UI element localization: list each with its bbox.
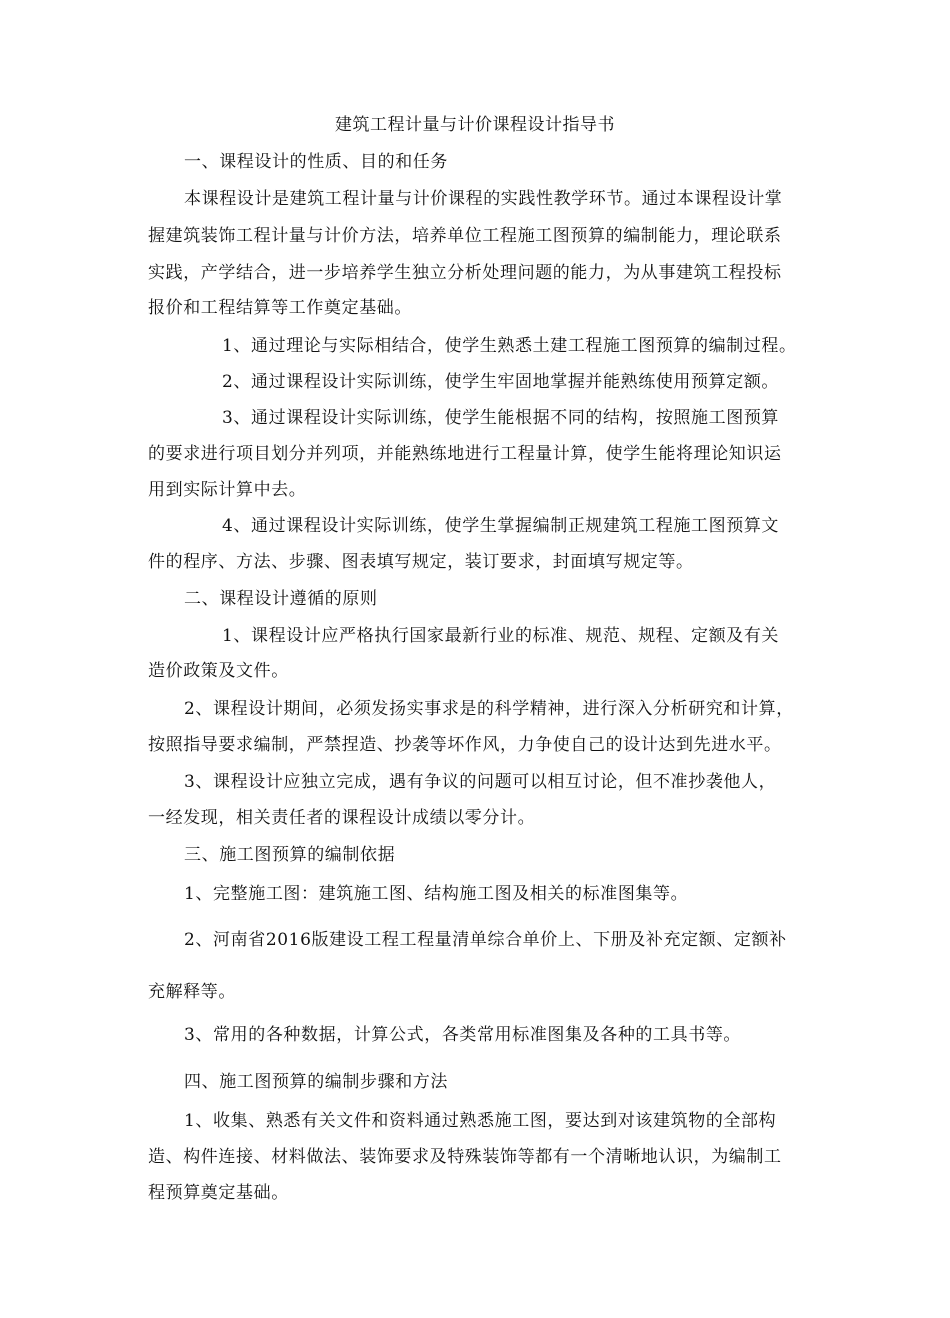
section4-item1-line1: 1、收集、熟悉有关文件和资料通过熟悉施工图，要达到对该建筑物的全部构 [184, 1111, 777, 1131]
section1-intro-line4: 报价和工程结算等工作奠定基础。 [148, 298, 412, 318]
section1-intro-line2: 握建筑装饰工程计量与计价方法，培养单位工程施工图预算的编制能力，理论联系 [148, 226, 782, 246]
section2-item3-line2: 一经发现，相关责任者的课程设计成绩以零分计。 [148, 808, 536, 828]
section2-item2-line1: 2、课程设计期间，必须发扬实事求是的科学精神，进行深入分析研究和计算， [184, 699, 794, 719]
section2-item2-line2: 按照指导要求编制，严禁捏造、抄袭等坏作风，力争使自己的设计达到先进水平。 [148, 735, 782, 755]
document-title: 建筑工程计量与计价课程设计指导书 [335, 115, 615, 135]
section2-item3-line1: 3、课程设计应独立完成，遇有争议的问题可以相互讨论，但不准抄袭他人， [184, 772, 777, 792]
section1-item3-line1: 3、通过课程设计实际训练，使学生能根据不同的结构，按照施工图预算 [222, 408, 780, 428]
section1-item1-line1: 1、通过理论与实际相结合，使学生熟悉土建工程施工图预算的编制过程。 [222, 336, 797, 356]
section3-item2-line2: 充解释等。 [148, 982, 236, 1002]
section1-item4-line1: 4、通过课程设计实际训练，使学生掌握编制正规建筑工程施工图预算文 [222, 516, 780, 536]
section2-item1-line2: 造价政策及文件。 [148, 661, 289, 681]
section3-item1-line1: 1、完整施工图：建筑施工图、结构施工图及相关的标准图集等。 [184, 884, 689, 904]
section4-item1-line2: 造、构件连接、材料做法、装饰要求及特殊装饰等都有一个清晰地认识，为编制工 [148, 1147, 782, 1167]
section1-intro-line3: 实践，产学结合，进一步培养学生独立分析处理问题的能力，为从事建筑工程投标 [148, 263, 782, 283]
section2-heading: 二、课程设计遵循的原则 [184, 589, 378, 609]
section1-item3-line3: 用到实际计算中去。 [148, 480, 307, 500]
section4-heading: 四、施工图预算的编制步骤和方法 [184, 1072, 448, 1092]
section3-item3-line1: 3、常用的各种数据，计算公式，各类常用标准图集及各种的工具书等。 [184, 1025, 742, 1045]
section1-item3-line2: 的要求进行项目划分并列项，并能熟练地进行工程量计算，使学生能将理论知识运 [148, 444, 782, 464]
section1-heading: 一、课程设计的性质、目的和任务 [184, 152, 448, 172]
section3-heading: 三、施工图预算的编制依据 [184, 845, 396, 865]
section4-item1-line3: 程预算奠定基础。 [148, 1183, 289, 1203]
section1-intro-line1: 本课程设计是建筑工程计量与计价课程的实践性教学环节。通过本课程设计掌 [184, 189, 783, 209]
section2-item1-line1: 1、课程设计应严格执行国家最新行业的标准、规范、规程、定额及有关 [222, 626, 780, 646]
section1-item2-line1: 2、通过课程设计实际训练，使学生牢固地掌握并能熟练使用预算定额。 [222, 372, 780, 392]
section3-item2-line1: 2、河南省2016版建设工程工程量清单综合单价上、下册及补充定额、定额补 [184, 930, 787, 950]
section1-item4-line2: 件的程序、方法、步骤、图表填写规定，装订要求，封面填写规定等。 [148, 552, 694, 572]
